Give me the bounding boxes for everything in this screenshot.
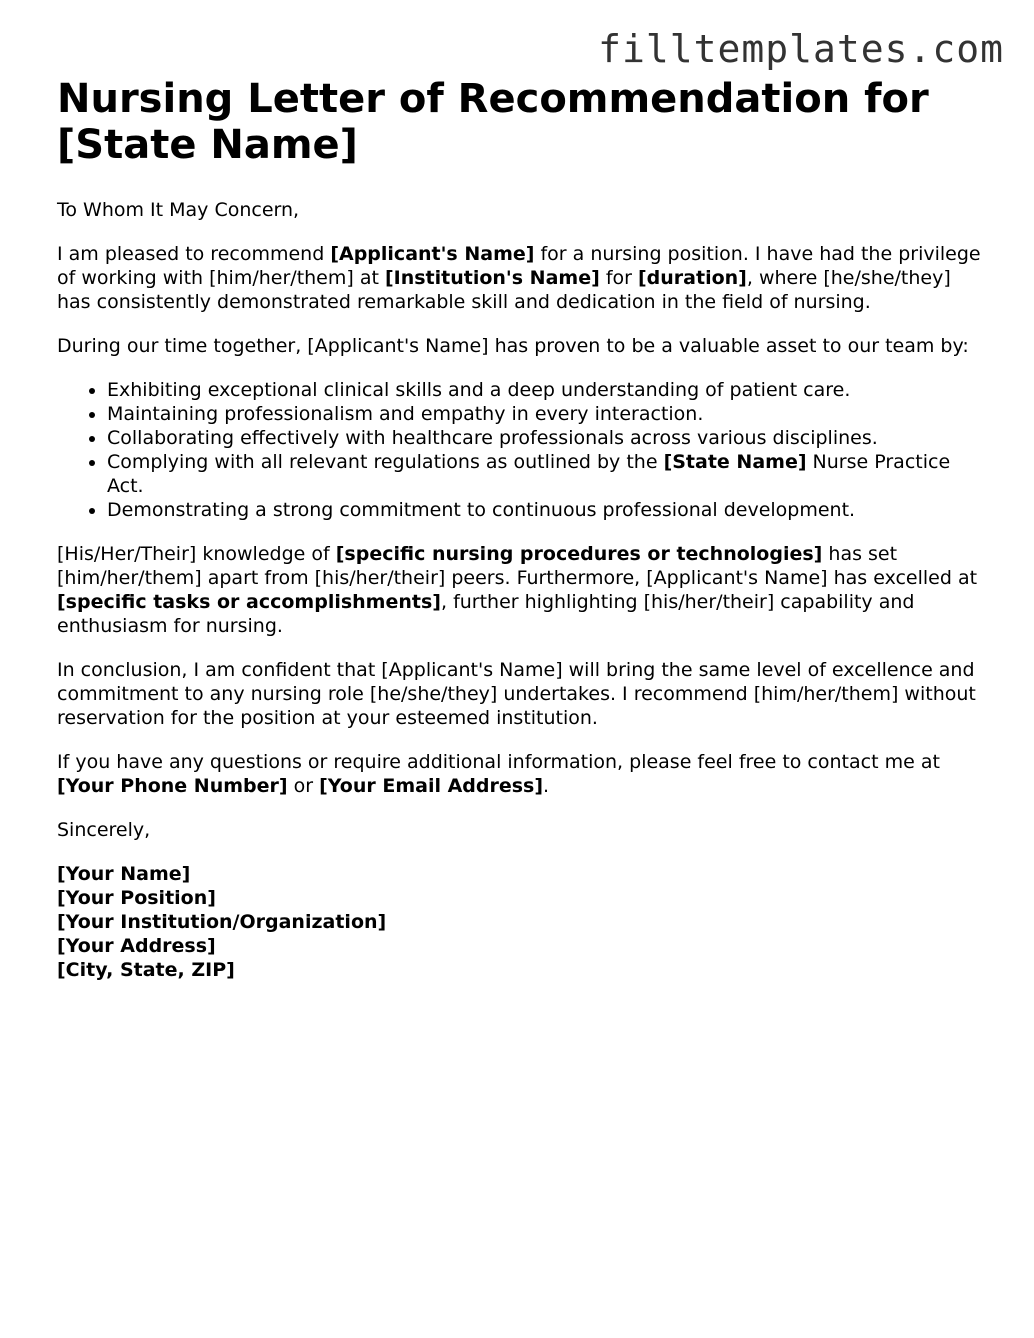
closing: Sincerely,	[57, 819, 151, 841]
knowledge-text-2: has set [him/her/them] apart from [his/her/their] peers. Furthermore, [Applicant's Name] has excelled at	[57, 543, 978, 589]
signature-block	[57, 862, 982, 982]
contact-paragraph	[57, 750, 982, 798]
conclusion-paragraph: In conclusion, I am confident that [Applicant's Name] will bring the same level of excellence and commitment to any nursing role [he/she/they] undertakes. I recommend [him/her/them] without reservation for the position at your esteemed institution.	[57, 659, 976, 729]
contact-text-2: or	[287, 775, 320, 797]
list-item-text-2: Nurse Practice Act.	[107, 451, 951, 497]
list-item: • Collaborating effectively with healthcare professionals across various disciplines.	[107, 426, 982, 450]
applicant-name-placeholder: [Applicant's Name]	[330, 243, 535, 265]
state-name-placeholder: [State Name]	[663, 451, 807, 473]
list-item: • Exhibiting exceptional clinical skills and a deep understanding of patient care.	[107, 378, 982, 402]
signature-address: [Your Address]	[57, 935, 216, 957]
procedures-placeholder: [specific nursing procedures or technologies]	[335, 543, 823, 565]
accomplishments-placeholder: [specific tasks or accomplishments]	[57, 591, 441, 613]
intro-text-4: , where [he/she/they] has consistently demonstrated remarkable skill and dedication in the field of nursing.	[57, 267, 951, 313]
intro-text-1: I am pleased to recommend	[57, 243, 331, 265]
list-item: • Maintaining professionalism and empathy in every interaction.	[107, 402, 982, 426]
signature-city: [City, State, ZIP]	[57, 959, 235, 981]
signature-name: [Your Name]	[57, 863, 191, 885]
list-item: • Demonstrating a strong commitment to continuous professional development.	[107, 498, 982, 522]
signature-position: [Your Position]	[57, 887, 216, 909]
letter-page	[57, 76, 982, 982]
institution-name-placeholder: [Institution's Name]	[384, 267, 600, 289]
list-item-text-1: Complying with all relevant regulations as outlined by the	[107, 451, 664, 473]
intro-text-2: for a nursing position. I have had the privilege of working with [him/her/them] at	[57, 243, 981, 289]
salutation: To Whom It May Concern,	[57, 199, 300, 221]
email-placeholder: [Your Email Address]	[319, 775, 544, 797]
contact-text-1: If you have any questions or require additional information, please feel free to contact me at	[57, 751, 940, 773]
team-paragraph: During our time together, [Applicant's Name] has proven to be a valuable asset to our team by:	[57, 335, 969, 357]
knowledge-text-3: , further highlighting [his/her/their] capability and enthusiasm for nursing.	[57, 591, 915, 637]
intro-paragraph	[57, 242, 982, 314]
intro-text-3: for	[599, 267, 638, 289]
page-title: Nursing Letter of Recommendation for [State Name]	[57, 76, 929, 168]
knowledge-text-1: [His/Her/Their] knowledge of	[57, 543, 336, 565]
knowledge-paragraph	[57, 542, 982, 638]
signature-institution: [Your Institution/Organization]	[57, 911, 387, 933]
duration-placeholder: [duration]	[638, 267, 747, 289]
watermark-text: filltemplates.com	[598, 27, 1004, 71]
phone-placeholder: [Your Phone Number]	[57, 775, 288, 797]
qualities-list	[57, 378, 982, 522]
list-item	[107, 450, 982, 498]
contact-text-3: .	[543, 775, 550, 797]
